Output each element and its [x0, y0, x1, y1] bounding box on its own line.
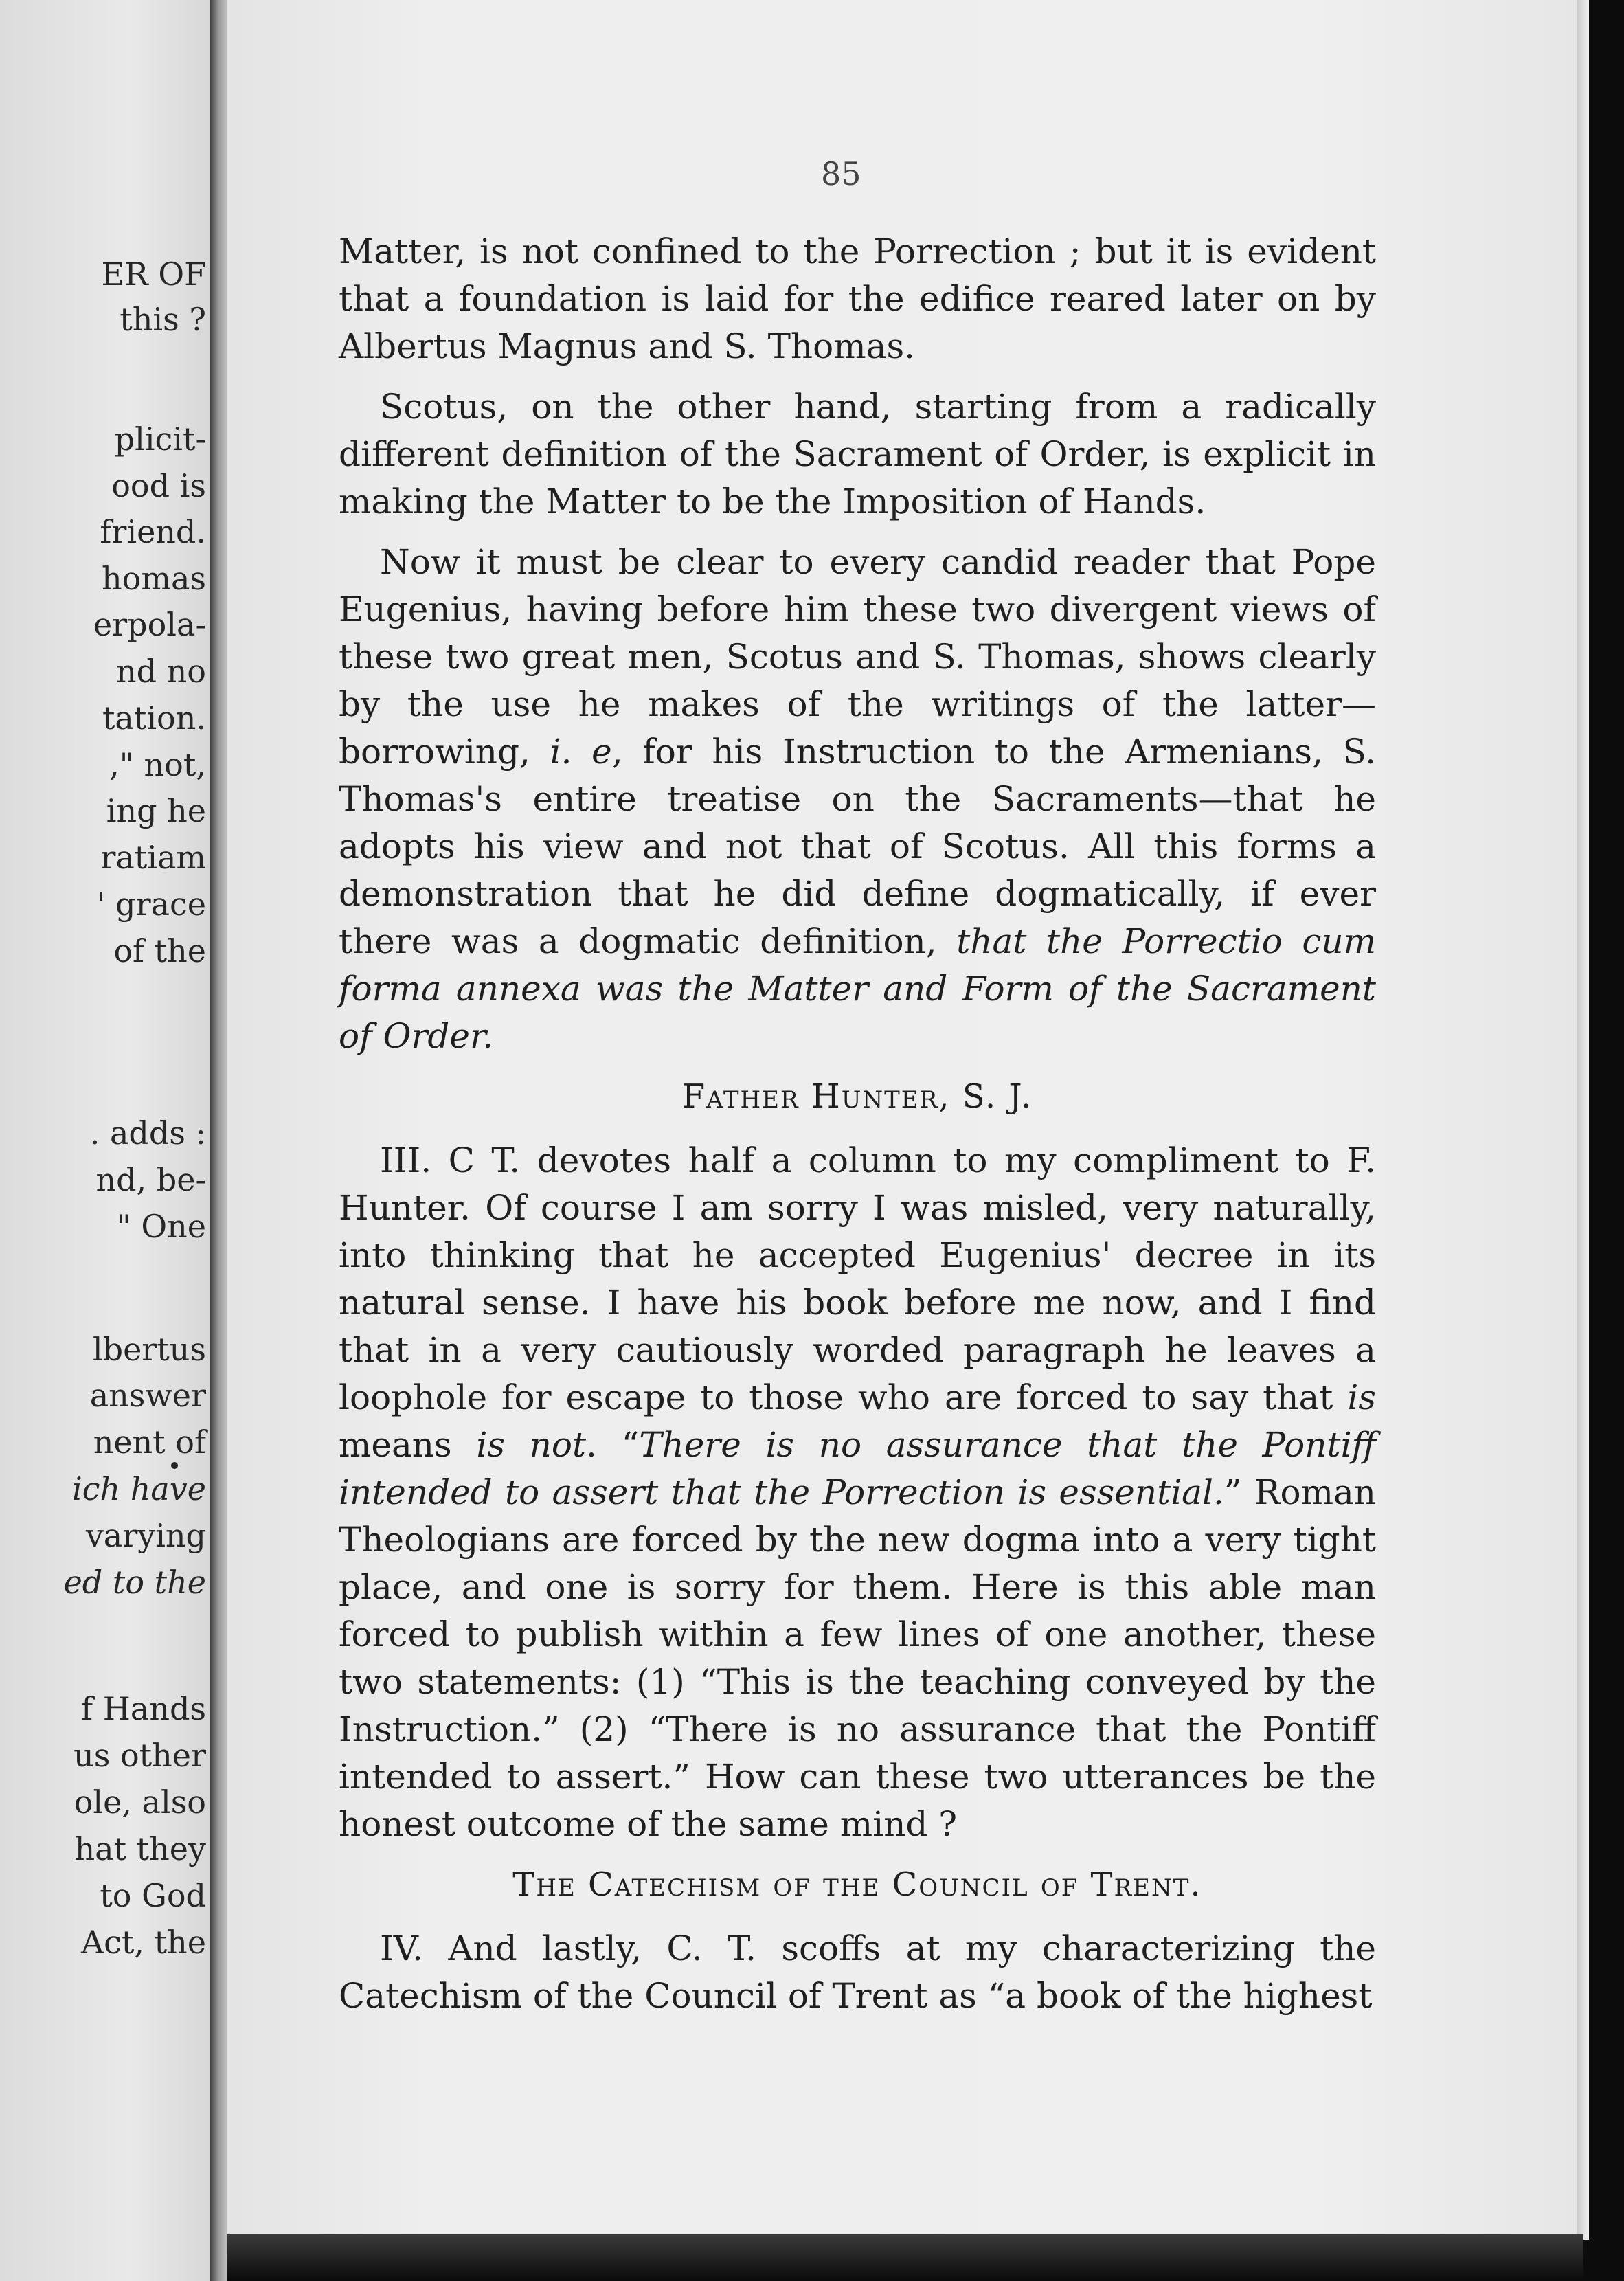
facing-page-line: " One [116, 1208, 206, 1245]
page-body [339, 228, 1376, 2033]
facing-page-line: ich have [72, 1470, 206, 1507]
facing-page-line: plicit- [114, 420, 206, 458]
paragraph-scotus: Scotus, on the other hand, starting from a radically different definition of the Sacrament of Order, is explicit in making the Matter to be the Imposition of Hands. [339, 387, 1376, 521]
facing-page-line: ood is [111, 467, 206, 504]
facing-page-line: friend. [100, 513, 206, 550]
paragraph-text: Now it must be clear to every candid reader that Pope Eugenius, having before him these two divergent views of these two great men, Scotus and S. Thomas, shows clearly by the use he makes of the writings of the latter—borrowing, [339, 542, 1376, 772]
facing-page-line: ed to the [63, 1564, 206, 1601]
facing-page-line: hat they [74, 1830, 206, 1867]
facing-page-line: homas [102, 560, 206, 597]
italic-text: is not [476, 1425, 587, 1465]
section-heading-hunter: Father Hunter, S. J. [681, 1077, 1033, 1116]
facing-page-line: to God [100, 1877, 206, 1914]
facing-page-line: f Hands [81, 1690, 206, 1727]
facing-page-line: ole, also [74, 1784, 206, 1821]
facing-page-line: Act, the [80, 1924, 206, 1961]
facing-page-line: ratiam [100, 839, 206, 876]
paragraph-eugenius [339, 539, 1376, 1060]
facing-page-line: nd, be- [95, 1161, 206, 1198]
paragraph-catechism: IV. And lastly, C. T. scoffs at my characterizing the Catechism of the Council of Trent as “a book of the highest [339, 1929, 1376, 2016]
facing-page-line: this ? [120, 301, 206, 338]
facing-page-line: us other [74, 1737, 206, 1774]
facing-page-line: ," not, [109, 746, 206, 783]
italic-text: is [1347, 1378, 1376, 1417]
facing-page-line: erpola- [93, 606, 206, 643]
italic-text: that the Porrectio cum forma annexa was the Matter and Form of the Sacrament of Order. [339, 921, 1376, 1056]
page-edge [1577, 0, 1589, 2240]
facing-page-line: ing he [106, 792, 206, 829]
ink-speck [171, 1462, 178, 1469]
facing-page-line: ER OF [101, 256, 206, 293]
scan-bottom-edge [227, 2234, 1583, 2281]
paragraph-text: ” Roman Theologians are forced by the new dogma into a very tight place, and one is sorry for them. Here is this able man forced to publish within a few lines of one another, these two statements: (1) “This is the teaching conveyed by the Instruction.” (2) “There is no assurance that the Pontiff intended to assert.” How can these two utterances be the honest outcome of the same mind ? [339, 1472, 1376, 1844]
paragraph-text: means [339, 1425, 452, 1465]
facing-page-line: ' grace [96, 886, 206, 923]
paragraph-continuation: Matter, is not confined to the Porrection ; but it is evident that a foundation is laid for the edifice reared later on by Albertus Magnus and S. Thomas. [339, 232, 1376, 366]
italic-text: There is no assurance that the Pontiff intended to assert that the Porrection is essential. [339, 1425, 1376, 1512]
facing-page-line: of the [113, 932, 206, 969]
paragraph-text: , for his Instruction to the Armenians, S. Thomas's entire treatise on the Sacraments—that he adopts his view and not that of Scotus. All this forms a demonstration that he did define dogmatically, if ever there was a dogmatic definition, [339, 732, 1376, 961]
facing-page-line: nent of [93, 1424, 206, 1461]
section-heading-catechism: The Catechism of the Council of Trent. [512, 1865, 1202, 1904]
facing-page [0, 0, 218, 2281]
paragraph-text: . “ [586, 1425, 640, 1465]
italic-text: i. e [550, 732, 612, 772]
page-number: 85 [821, 155, 861, 192]
paragraph-hunter [339, 1137, 1376, 1848]
facing-page-line: answer [89, 1377, 206, 1414]
facing-page-line: . adds : [89, 1114, 206, 1151]
facing-page-line: tation. [102, 699, 206, 737]
facing-page-line: lbertus [92, 1331, 206, 1368]
facing-page-line: varying [85, 1517, 206, 1554]
facing-page-line: nd no [115, 653, 206, 690]
paragraph-text: III. C T. devotes half a column to my compliment to F. Hunter. Of course I am sorry I was misled, very naturally, into thinking that he accepted Eugenius' decree in its natural sense. I have his book before me now, and I find that in a very cautiously worded paragraph he leaves a loophole for escape to those who are forced to say that [339, 1140, 1376, 1417]
